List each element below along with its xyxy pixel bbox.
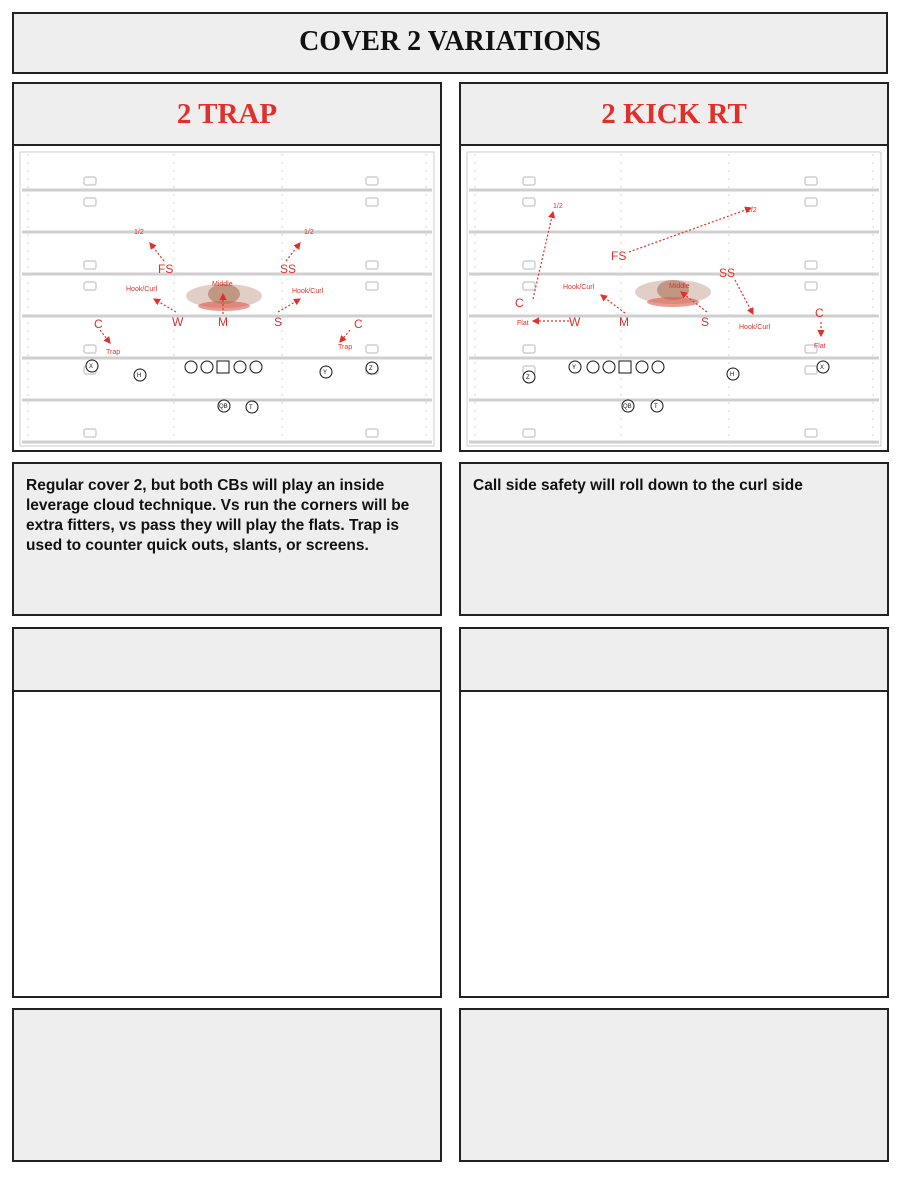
defender-c-left: C	[515, 296, 524, 310]
zone-flat-right: Flat	[814, 343, 826, 350]
play-diagram-box-2	[459, 144, 889, 452]
defender-w: W	[172, 315, 184, 329]
empty-note-box-3	[12, 1008, 442, 1162]
defender-w: W	[569, 315, 581, 329]
play-note-2-trap: Regular cover 2, but both CBs will play an inside leverage cloud technique. Vs run the corners will be extra fitters, vs pass they will play the flats. Trap is used to counter quick outs, slants, or screens.	[26, 477, 410, 554]
zone-hook-curl-left: Hook/Curl	[563, 284, 595, 291]
play-diagram-box-1	[12, 144, 442, 452]
zone-half-right: 1/2	[747, 207, 757, 214]
player-x-label: X	[89, 364, 94, 370]
defender-ss: SS	[280, 262, 297, 276]
play-title-box-2	[459, 82, 889, 146]
player-t-label: T	[654, 404, 658, 410]
empty-note-box-4	[459, 1008, 889, 1162]
player-t-label: T	[249, 405, 253, 411]
zone-hook-curl-right: Hook/Curl	[292, 288, 324, 295]
player-qb-label: QB	[219, 404, 228, 410]
play-note-box-1	[12, 462, 442, 616]
defender-s: S	[701, 315, 710, 329]
zone-middle: Middle	[212, 281, 233, 288]
defender-m: M	[619, 315, 629, 329]
defender-c-right: C	[354, 317, 363, 331]
player-y-label: Y	[572, 365, 577, 371]
defender-c-right: C	[815, 306, 824, 320]
defender-m: M	[218, 315, 228, 329]
play-title-2-trap: 2 TRAP	[176, 98, 278, 130]
player-h-label: H	[730, 372, 735, 378]
player-qb-label: QB	[623, 404, 632, 410]
player-y-label: Y	[323, 370, 328, 376]
defender-fs: FS	[158, 262, 174, 276]
player-h-label: H	[137, 373, 142, 379]
empty-title-box-3	[12, 627, 442, 693]
zone-trap-left: Trap	[106, 349, 121, 356]
play-title-2-kick-rt: 2 KICK RT	[601, 98, 747, 130]
page-title: COVER 2 VARIATIONS	[299, 26, 601, 57]
zone-flat-left: Flat	[517, 320, 529, 327]
zone-half-left: 1/2	[134, 229, 144, 236]
defender-ss: SS	[719, 266, 736, 280]
zone-half-left: 1/2	[553, 203, 563, 210]
empty-diagram-box-3	[12, 690, 442, 998]
empty-diagram-box-4	[459, 690, 889, 998]
play-note-2-kick-rt: Call side safety will roll down to the curl side	[473, 477, 803, 494]
zone-half-right: 1/2	[304, 229, 314, 236]
player-z-label: Z	[369, 366, 373, 372]
defender-s: S	[274, 315, 283, 329]
defender-fs: FS	[611, 249, 627, 263]
play-diagram-2-kick-rt	[461, 146, 887, 450]
page-header	[12, 12, 888, 74]
play-title-box-1	[12, 82, 442, 146]
empty-title-box-4	[459, 627, 889, 693]
player-z-label: Z	[526, 375, 530, 381]
play-diagram-2-trap	[14, 146, 440, 450]
zone-hook-curl-right: Hook/Curl	[739, 324, 771, 331]
player-x-label: X	[820, 365, 825, 371]
zone-middle: Middle	[669, 283, 690, 290]
defender-c-left: C	[94, 317, 103, 331]
play-note-box-2	[459, 462, 889, 616]
zone-trap-right: Trap	[338, 344, 353, 351]
zone-hook-curl-left: Hook/Curl	[126, 286, 158, 293]
